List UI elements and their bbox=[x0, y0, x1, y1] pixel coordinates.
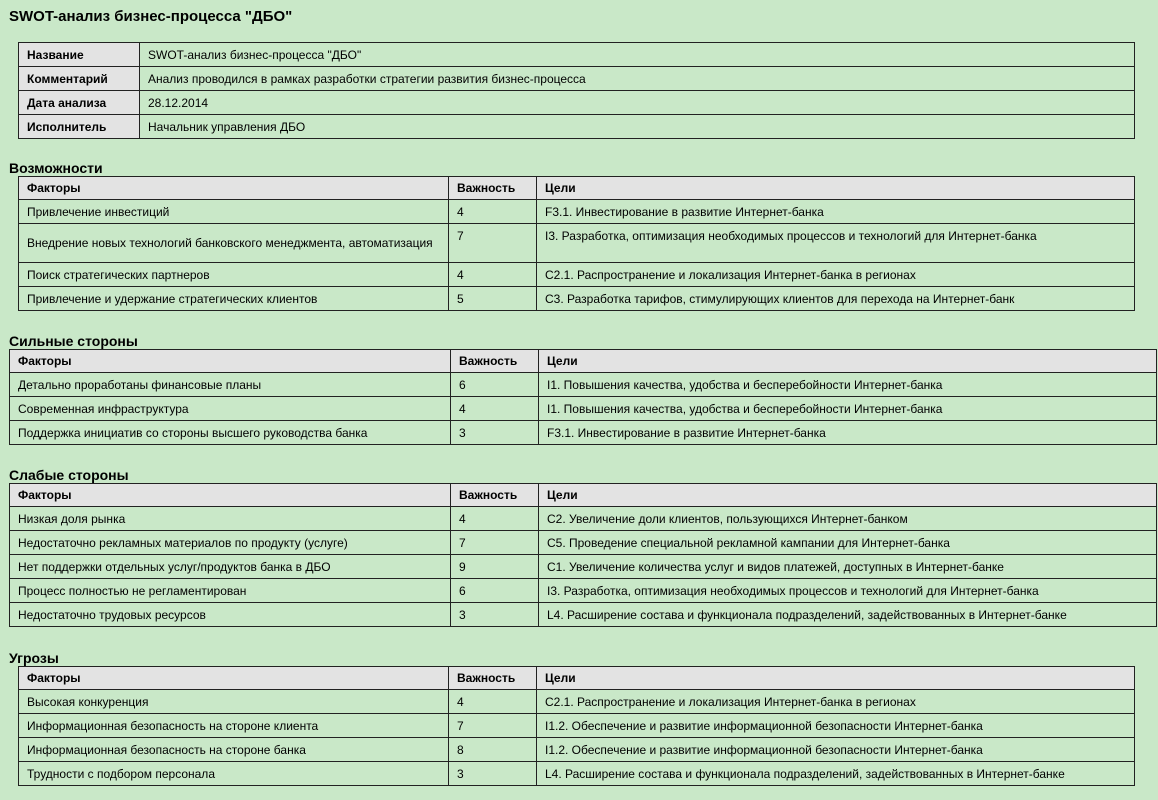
column-header-importance: Важность bbox=[449, 177, 537, 200]
table-row bbox=[10, 507, 1157, 531]
page-title: SWOT-анализ бизнес-процесса "ДБО" bbox=[9, 8, 293, 25]
importance-cell: 4 bbox=[449, 263, 537, 287]
factor-cell: Привлечение инвестиций bbox=[19, 200, 449, 224]
goal-cell: I3. Разработка, оптимизация необходимых процессов и технологий для Интернет-банка bbox=[537, 224, 1135, 263]
goal-cell: I1. Повышения качества, удобства и бесперебойности Интернет-банка bbox=[539, 397, 1157, 421]
goal-cell: C3. Разработка тарифов, стимулирующих клиентов для перехода на Интернет-банк bbox=[537, 287, 1135, 311]
goal-cell: I1.2. Обеспечение и развитие информационной безопасности Интернет-банка bbox=[537, 714, 1135, 738]
column-header-factors: Факторы bbox=[19, 177, 449, 200]
table-row bbox=[19, 200, 1135, 224]
importance-cell: 9 bbox=[451, 555, 539, 579]
weaknesses-table bbox=[9, 483, 1157, 627]
info-key: Дата анализа bbox=[19, 91, 140, 115]
importance-cell: 4 bbox=[449, 200, 537, 224]
info-key: Комментарий bbox=[19, 67, 140, 91]
goal-cell: I1. Повышения качества, удобства и бесперебойности Интернет-банка bbox=[539, 373, 1157, 397]
importance-cell: 4 bbox=[449, 690, 537, 714]
importance-cell: 3 bbox=[451, 421, 539, 445]
opportunities-table bbox=[18, 176, 1135, 311]
goal-cell: I3. Разработка, оптимизация необходимых процессов и технологий для Интернет-банка bbox=[539, 579, 1157, 603]
section-title-threats: Угрозы bbox=[9, 650, 59, 666]
importance-cell: 7 bbox=[449, 714, 537, 738]
info-value: 28.12.2014 bbox=[140, 91, 1135, 115]
table-row bbox=[19, 690, 1135, 714]
goal-cell: C2. Увеличение доли клиентов, пользующихся Интернет-банком bbox=[539, 507, 1157, 531]
factor-cell: Поиск стратегических партнеров bbox=[19, 263, 449, 287]
goal-cell: C2.1. Распространение и локализация Интернет-банка в регионах bbox=[537, 263, 1135, 287]
table-row bbox=[10, 531, 1157, 555]
importance-cell: 8 bbox=[449, 738, 537, 762]
info-key: Исполнитель bbox=[19, 115, 140, 139]
factor-cell: Современная инфраструктура bbox=[10, 397, 451, 421]
importance-cell: 6 bbox=[451, 579, 539, 603]
info-table bbox=[18, 42, 1135, 139]
section-title-weaknesses: Слабые стороны bbox=[9, 467, 129, 483]
table-header-row bbox=[10, 484, 1157, 507]
goal-cell: L4. Расширение состава и функционала подразделений, задействованных в Интернет-банке bbox=[537, 762, 1135, 786]
info-row-date bbox=[19, 91, 1135, 115]
table-row bbox=[19, 714, 1135, 738]
factor-cell: Процесс полностью не регламентирован bbox=[10, 579, 451, 603]
table-row bbox=[19, 762, 1135, 786]
goal-cell: F3.1. Инвестирование в развитие Интернет-банка bbox=[537, 200, 1135, 224]
table-row bbox=[19, 263, 1135, 287]
goal-cell: F3.1. Инвестирование в развитие Интернет-банка bbox=[539, 421, 1157, 445]
column-header-goals: Цели bbox=[539, 484, 1157, 507]
column-header-importance: Важность bbox=[451, 350, 539, 373]
goal-cell: C2.1. Распространение и локализация Интернет-банка в регионах bbox=[537, 690, 1135, 714]
table-row bbox=[10, 397, 1157, 421]
importance-cell: 7 bbox=[451, 531, 539, 555]
factor-cell: Внедрение новых технологий банковского менеджмента, автоматизация bbox=[19, 224, 449, 263]
info-row-comment bbox=[19, 67, 1135, 91]
column-header-importance: Важность bbox=[449, 667, 537, 690]
factor-cell: Трудности с подбором персонала bbox=[19, 762, 449, 786]
column-header-factors: Факторы bbox=[10, 350, 451, 373]
table-row bbox=[10, 603, 1157, 627]
column-header-goals: Цели bbox=[537, 667, 1135, 690]
factor-cell: Привлечение и удержание стратегических клиентов bbox=[19, 287, 449, 311]
info-key: Название bbox=[19, 43, 140, 67]
factor-cell: Нет поддержки отдельных услуг/продуктов банка в ДБО bbox=[10, 555, 451, 579]
table-row bbox=[19, 738, 1135, 762]
table-row bbox=[10, 555, 1157, 579]
goal-cell: C5. Проведение специальной рекламной кампании для Интернет-банка bbox=[539, 531, 1157, 555]
info-value: SWOT-анализ бизнес-процесса "ДБО" bbox=[140, 43, 1135, 67]
importance-cell: 6 bbox=[451, 373, 539, 397]
column-header-importance: Важность bbox=[451, 484, 539, 507]
column-header-factors: Факторы bbox=[19, 667, 449, 690]
column-header-goals: Цели bbox=[539, 350, 1157, 373]
goal-cell: C1. Увеличение количества услуг и видов платежей, доступных в Интернет-банке bbox=[539, 555, 1157, 579]
threats-table bbox=[18, 666, 1135, 786]
importance-cell: 4 bbox=[451, 397, 539, 421]
importance-cell: 4 bbox=[451, 507, 539, 531]
table-row bbox=[10, 373, 1157, 397]
table-row bbox=[10, 421, 1157, 445]
table-row bbox=[10, 579, 1157, 603]
factor-cell: Детально проработаны финансовые планы bbox=[10, 373, 451, 397]
goal-cell: L4. Расширение состава и функционала подразделений, задействованных в Интернет-банке bbox=[539, 603, 1157, 627]
info-value: Анализ проводился в рамках разработки стратегии развития бизнес-процесса bbox=[140, 67, 1135, 91]
importance-cell: 7 bbox=[449, 224, 537, 263]
section-title-strengths: Сильные стороны bbox=[9, 333, 138, 349]
table-row bbox=[19, 224, 1135, 263]
info-row-executor bbox=[19, 115, 1135, 139]
factor-cell: Поддержка инициатив со стороны высшего руководства банка bbox=[10, 421, 451, 445]
table-header-row bbox=[10, 350, 1157, 373]
factor-cell: Информационная безопасность на стороне клиента bbox=[19, 714, 449, 738]
info-value: Начальник управления ДБО bbox=[140, 115, 1135, 139]
section-title-opportunities: Возможности bbox=[9, 160, 103, 176]
strengths-table bbox=[9, 349, 1157, 445]
table-header-row bbox=[19, 667, 1135, 690]
factor-cell: Высокая конкуренция bbox=[19, 690, 449, 714]
table-row bbox=[19, 287, 1135, 311]
table-header-row bbox=[19, 177, 1135, 200]
factor-cell: Информационная безопасность на стороне банка bbox=[19, 738, 449, 762]
importance-cell: 5 bbox=[449, 287, 537, 311]
info-row-name bbox=[19, 43, 1135, 67]
factor-cell: Низкая доля рынка bbox=[10, 507, 451, 531]
importance-cell: 3 bbox=[451, 603, 539, 627]
goal-cell: I1.2. Обеспечение и развитие информационной безопасности Интернет-банка bbox=[537, 738, 1135, 762]
column-header-factors: Факторы bbox=[10, 484, 451, 507]
importance-cell: 3 bbox=[449, 762, 537, 786]
factor-cell: Недостаточно трудовых ресурсов bbox=[10, 603, 451, 627]
column-header-goals: Цели bbox=[537, 177, 1135, 200]
factor-cell: Недостаточно рекламных материалов по продукту (услуге) bbox=[10, 531, 451, 555]
